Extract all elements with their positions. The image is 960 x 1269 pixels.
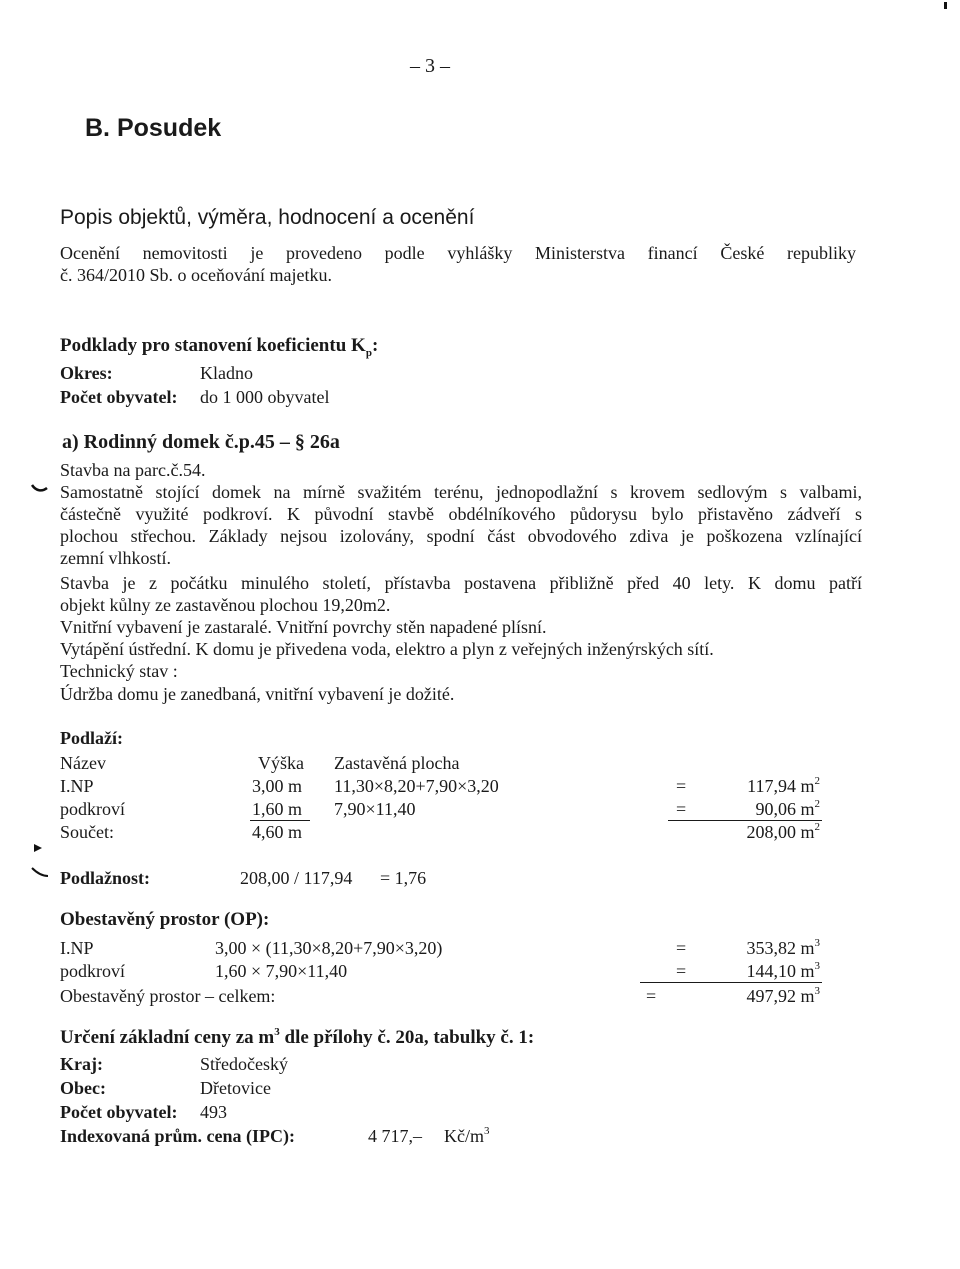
okres-value: Kladno	[200, 363, 253, 383]
podlaznost-formula: 208,00 / 117,94	[240, 868, 353, 888]
item-a-desc-line-2: částečně využité podkroví. K původní stavbě obdélníkového půdorysu bylo přistavěno zádveří s	[60, 504, 862, 524]
podlazi-header-height: Výška	[258, 753, 304, 773]
binder-hole-mark	[30, 482, 50, 494]
op-row-1-name: I.NP	[60, 938, 94, 958]
item-a-heading: a) Rodinný domek č.p.45 – § 26a	[62, 431, 340, 453]
podlazi-sum-height: 4,60 m	[252, 822, 303, 842]
podlazi-sum-name: Součet:	[60, 822, 114, 842]
item-a-desc-line-4: zemní vlhkostí.	[60, 548, 171, 568]
op-row-2-value: 144,10 $m^3$	[746, 960, 820, 981]
op-total-value: 497,92 $m^3$	[746, 985, 820, 1006]
ipc-value: 4 717,–	[368, 1126, 422, 1146]
pocet-obyvatel-label: Počet obyvatel:	[60, 387, 178, 407]
margin-punch-mark	[28, 838, 52, 886]
op-row-1-eq: =	[676, 938, 687, 958]
section-title: Popis objektů, výměra, hodnocení a ocenění	[60, 206, 475, 229]
op-row-1-value: 353,82 $m^3$	[746, 937, 820, 958]
op-row-2-name: podkroví	[60, 961, 125, 981]
page-heading: B. Posudek	[85, 114, 222, 142]
podlazi-sum-area: 208,00 $m^2$	[746, 821, 820, 842]
item-a-parcel: Stavba na parc.č.54.	[60, 460, 206, 480]
podlazi-header-name: Název	[60, 753, 106, 773]
pocet-obyvatel-value: do 1 000 obyvatel	[200, 387, 330, 407]
urceni-pocet-value: 493	[200, 1102, 227, 1122]
op-row-1-formula: 3,00 × (11,30×8,20+7,90×3,20)	[215, 938, 443, 958]
podlazi-row-1-eq: =	[676, 776, 687, 796]
podlazi-row-2-eq: =	[676, 799, 687, 819]
koef-title: Podklady pro stanovení koeficientu $K_p$:	[60, 335, 379, 359]
podlazi-title: Podlaží:	[60, 728, 123, 748]
urceni-pocet-label: Počet obyvatel:	[60, 1102, 178, 1122]
podlazi-row-2-area: 90,06 $m^2$	[755, 798, 820, 819]
op-total-eq: =	[646, 986, 657, 1006]
item-a-maintenance: Údržba domu je zanedbaná, vnitřní vybavení je dožité.	[60, 684, 455, 704]
podlazi-row-2-formula: 7,90×11,40	[334, 799, 416, 819]
kraj-value: Středočeský	[200, 1054, 288, 1074]
podlaznost-result: = 1,76	[380, 868, 427, 888]
item-a-heating: Vytápění ústřední. K domu je přivedena voda, elektro a plyn z veřejných inženýrských sítí.	[60, 639, 714, 659]
podlazi-row-2-name: podkroví	[60, 799, 125, 819]
op-row-2-formula: 1,60 × 7,90×11,40	[215, 961, 348, 981]
podlazi-row-1-name: I.NP	[60, 776, 94, 796]
intro-line-2: č. 364/2010 Sb. o oceňování majetku.	[60, 265, 332, 285]
item-a-interior: Vnitřní vybavení je zastaralé. Vnitřní povrchy stěn napadené plísní.	[60, 617, 547, 637]
podlazi-row-1-area: 117,94 $m^2$	[747, 775, 820, 796]
kraj-label: Kraj:	[60, 1054, 103, 1074]
item-a-tech-label: Technický stav :	[60, 661, 178, 681]
okres-label: Okres:	[60, 363, 113, 383]
op-row-2-eq: =	[676, 961, 687, 981]
podlazi-header-area: Zastavěná plocha	[334, 753, 460, 773]
op-total-label: Obestavěný prostor – celkem:	[60, 986, 276, 1006]
page-number: – 3 –	[410, 55, 450, 77]
podlaznost-label: Podlažnost:	[60, 868, 150, 888]
obec-value: Dřetovice	[200, 1078, 271, 1098]
item-a-desc-line-1: Samostatně stojící domek na mírně svažitém terénu, jednopodlažní s krovem sedlovým s valbami,	[60, 482, 862, 502]
scan-corner-mark	[940, 0, 952, 16]
item-a-history-line-2: objekt kůlny ze zastavěnou plochou 19,20m2.	[60, 595, 391, 615]
podlazi-row-1-formula: 11,30×8,20+7,90×3,20	[334, 776, 499, 796]
item-a-desc-line-3: plochou střechou. Základy nejsou izolovány, spodní část obvodového zdiva je poškozena vzlínající	[60, 526, 862, 546]
op-sum-rule	[640, 982, 822, 983]
intro-line-1: Ocenění nemovitosti je provedeno podle vyhlášky Ministerstva financí České republiky	[60, 243, 856, 263]
ipc-label: Indexovaná prům. cena (IPC):	[60, 1126, 296, 1146]
podlazi-row-1-height: 3,00 m	[252, 776, 303, 796]
op-title: Obestavěný prostor (OP):	[60, 909, 270, 930]
ipc-unit: $Kč/m^3$	[444, 1125, 490, 1146]
podlazi-row-2-height: 1,60 m	[252, 799, 303, 819]
urceni-title: Určení základní ceny za $m^3$ dle přílohy č. 20a, tabulky č. 1:	[60, 1025, 535, 1048]
obec-label: Obec:	[60, 1078, 106, 1098]
item-a-history-line-1: Stavba je z počátku minulého století, přístavba postavena přibližně před 40 lety. K domu patří	[60, 573, 862, 593]
